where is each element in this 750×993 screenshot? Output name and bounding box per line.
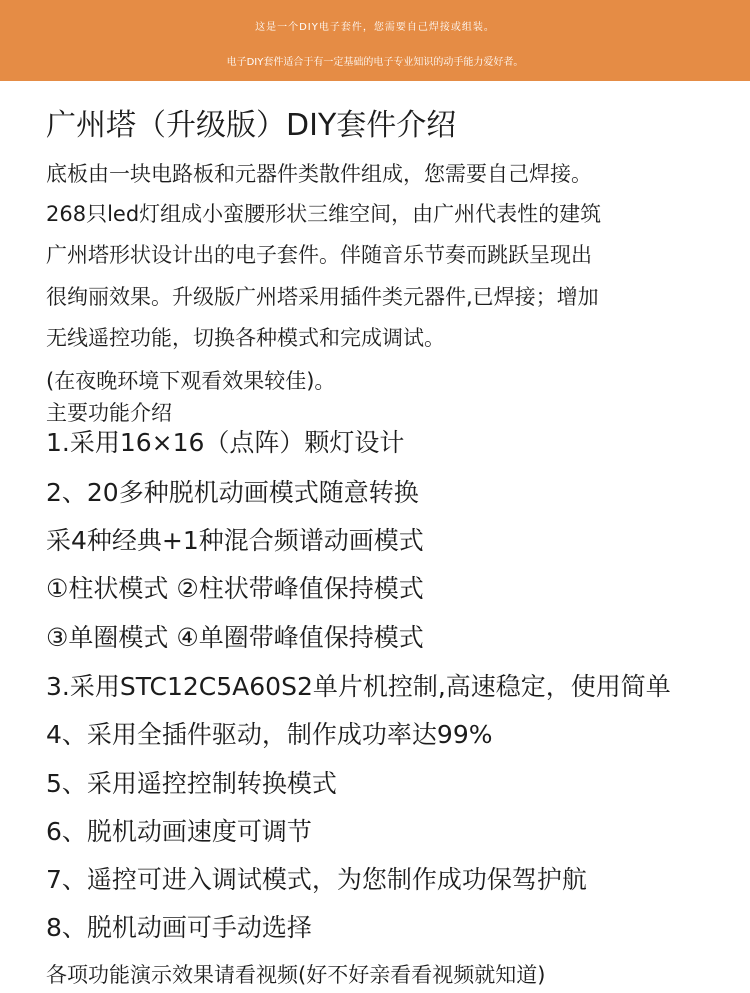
description-line: 268只led灯组成小蛮腰形状三维空间，由广州代表性的建筑 (46, 202, 602, 226)
top-banner (0, 0, 750, 81)
feature-item: 8、脱机动画可手动选择 (46, 913, 312, 942)
feature-item: 采4种经典+1种混合频谱动画模式 (46, 526, 424, 555)
banner-headline: 这是一个DIY电子套件，您需要自己焊接或组装。 (255, 22, 495, 33)
description-line: 很绚丽效果。升级版广州塔采用插件类元器件,已焊接；增加 (46, 285, 599, 309)
description-line: (在夜晚环境下观看效果较佳)。 (46, 369, 336, 393)
description-line: 底板由一块电路板和元器件类散件组成，您需要自己焊接。 (46, 162, 592, 186)
feature-item: 2、20多种脱机动画模式随意转换 (46, 478, 419, 507)
feature-item: 5、采用遥控控制转换模式 (46, 769, 337, 798)
feature-item: 6、脱机动画速度可调节 (46, 817, 312, 846)
feature-item: 4、采用全插件驱动，制作成功率达99% (46, 720, 493, 749)
feature-item: ①柱状模式 ②柱状带峰值保持模式 (46, 574, 424, 603)
page-title: 广州塔（升级版）DIY套件介绍 (46, 108, 457, 143)
feature-item: 3.采用STC12C5A60S2单片机控制,高速稳定，使用简单 (46, 672, 671, 701)
description-line: 广州塔形状设计出的电子套件。伴随音乐节奏而跳跃呈现出 (46, 243, 592, 267)
feature-item: 1.采用16×16（点阵）颗灯设计 (46, 428, 405, 457)
feature-item: 7、遥控可进入调试模式，为您制作成功保驾护航 (46, 865, 587, 894)
banner-subline: 电子DIY套件适合于有一定基础的电子专业知识的动手能力爱好者。 (226, 57, 524, 68)
description-line: 无线遥控功能，切换各种模式和完成调试。 (46, 326, 445, 350)
footer-note: 各项功能演示效果请看视频(好不好亲看看视频就知道) (46, 963, 546, 987)
feature-item: ③单圈模式 ④单圈带峰值保持模式 (46, 623, 424, 652)
features-heading: 主要功能介绍 (46, 401, 172, 425)
